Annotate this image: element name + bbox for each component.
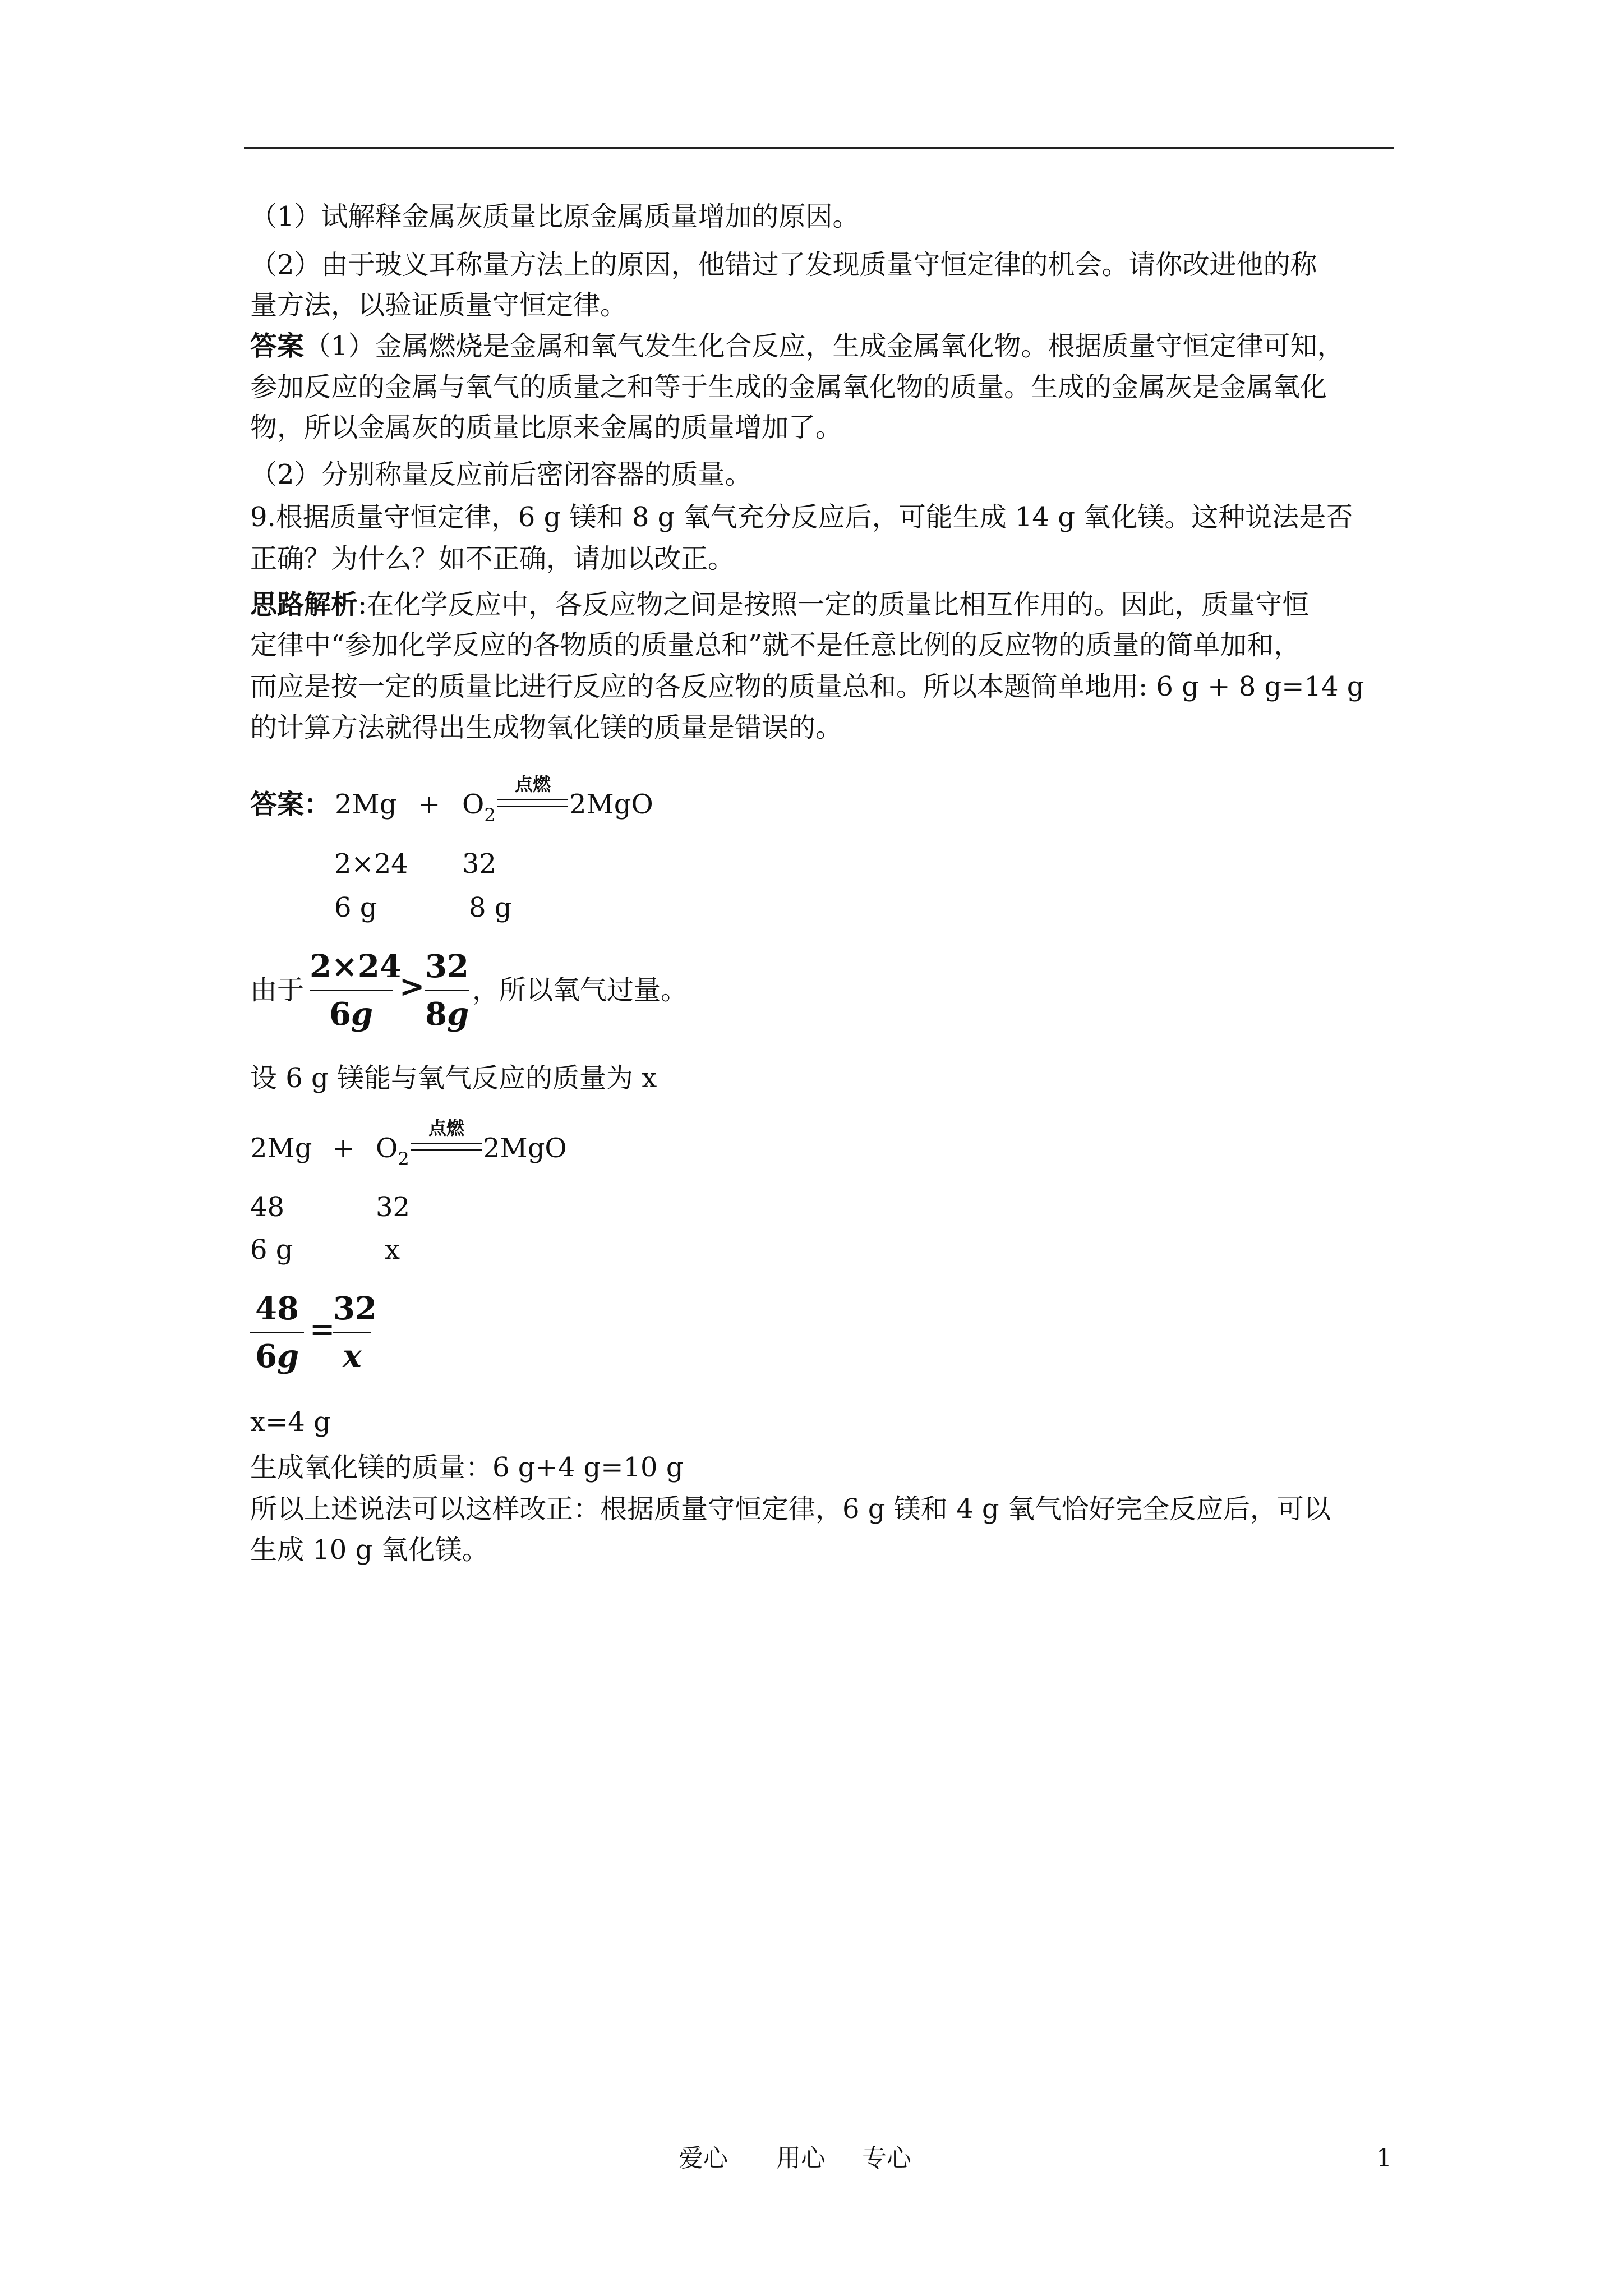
final-line-2: 生成 10 g 氧化镁。	[250, 1534, 489, 1566]
footer-text-1: 爱心	[679, 2144, 728, 2173]
eq2-condition-label: 点燃	[428, 1117, 464, 1139]
answer-1-text: （1）金属燃烧是金属和氧气发生化合反应，生成金属氧化物。根据质量守恒定律可知，	[304, 330, 1344, 362]
header-rule	[244, 147, 1394, 149]
eq2-oxygen: $O_2$	[376, 1133, 409, 1170]
question-1: （1）试解释金属灰质量比原金属质量增加的原因。	[250, 201, 860, 232]
ratio-fraction-2: 32 x	[333, 1290, 377, 1375]
eq2-given-o2: x	[385, 1234, 400, 1266]
compare-prefix: 由于	[250, 974, 305, 1006]
eq2-plus: +	[332, 1133, 355, 1164]
eq1-mass-o2: 32	[462, 848, 497, 880]
question-9-line-1: 9.根据质量守恒定律，6 g 镁和 8 g 氧气充分反应后，可能生成 14 g 氧化镁。这种说法是否	[250, 501, 1353, 533]
answer-label-2: 答案：	[250, 789, 331, 820]
x-value: x=4 g	[250, 1406, 331, 1438]
analysis-text: :在化学反应中，各反应物之间是按照一定的质量比相互作用的。因此，质量守恒	[358, 589, 1310, 620]
answer-label: 答案	[250, 330, 305, 362]
page-number: 1	[1376, 2144, 1392, 2173]
eq2-condition-arrow	[411, 1117, 482, 1151]
answer-1-line-3: 物，所以金属灰的质量比原来金属的质量增加了。	[250, 412, 843, 443]
compare-suffix: ，所以氧气过量。	[472, 974, 688, 1006]
eq2-product: 2MgO	[483, 1133, 567, 1164]
footer-text-3: 专心	[862, 2144, 911, 2173]
answer-1-line-2: 参加反应的金属与氧气的质量之和等于生成的金属氧化物的质量。生成的金属灰是金属氧化	[250, 371, 1327, 403]
ratio-equals: =	[310, 1311, 335, 1347]
eq1-product: 2MgO	[569, 789, 653, 820]
compare-fraction-2: 32 8g	[425, 948, 469, 1033]
mgo-mass: 生成氧化镁的质量：6 g+4 g=10 g	[250, 1452, 684, 1483]
eq2-mass-o2: 32	[376, 1191, 411, 1223]
answer-1-line-1	[250, 329, 1344, 363]
analysis-line-1	[250, 588, 1309, 622]
question-2-line-1: （2）由于玻义耳称量方法上的原因，他错过了发现质量守恒定律的机会。请你改进他的称	[250, 249, 1317, 280]
eq2-reactant-mg: 2Mg	[250, 1133, 312, 1164]
eq1-condition-arrow	[497, 774, 568, 807]
question-9-line-2: 正确？为什么？如不正确，请加以改正。	[250, 543, 735, 574]
eq2-mass-mg: 48	[250, 1191, 285, 1223]
compare-fraction-1: 2×24 6g	[310, 948, 402, 1033]
footer-text-2: 用心	[776, 2144, 826, 2173]
ratio-fraction-1: 48 6g	[250, 1289, 304, 1376]
eq1-oxygen: $O_2$	[462, 789, 496, 826]
eq1-plus: +	[418, 789, 441, 820]
eq1-condition-label: 点燃	[514, 774, 551, 795]
answer-2: （2）分别称量反应前后密闭容器的质量。	[250, 459, 752, 490]
eq1-mass-mg: 2×24	[334, 848, 408, 880]
eq1-given-mg: 6 g	[334, 892, 377, 923]
eq1-given-o2: 8 g	[469, 892, 512, 923]
question-2-line-2: 量方法，以验证质量守恒定律。	[250, 289, 628, 321]
set-variable: 设 6 g 镁能与氧气反应的质量为 x	[250, 1062, 657, 1094]
analysis-line-3: 而应是按一定的质量比进行反应的各反应物的质量总和。所以本题简单地用: 6 g + 8 g=14 g	[250, 671, 1364, 702]
eq1-reactant-mg: 2Mg	[335, 789, 397, 820]
final-line-1: 所以上述说法可以这样改正：根据质量守恒定律，6 g 镁和 4 g 氧气恰好完全反应后，可以	[250, 1493, 1331, 1525]
analysis-line-4: 的计算方法就得出生成物氧化镁的质量是错误的。	[250, 712, 843, 743]
compare-greater: >	[399, 968, 425, 1004]
eq2-given-mg: 6 g	[250, 1234, 293, 1266]
analysis-label: 思路解析	[250, 589, 358, 620]
analysis-line-2: 定律中“参加化学反应的各物质的质量总和”就不是任意比例的反应物的质量的简单加和，	[250, 629, 1301, 661]
